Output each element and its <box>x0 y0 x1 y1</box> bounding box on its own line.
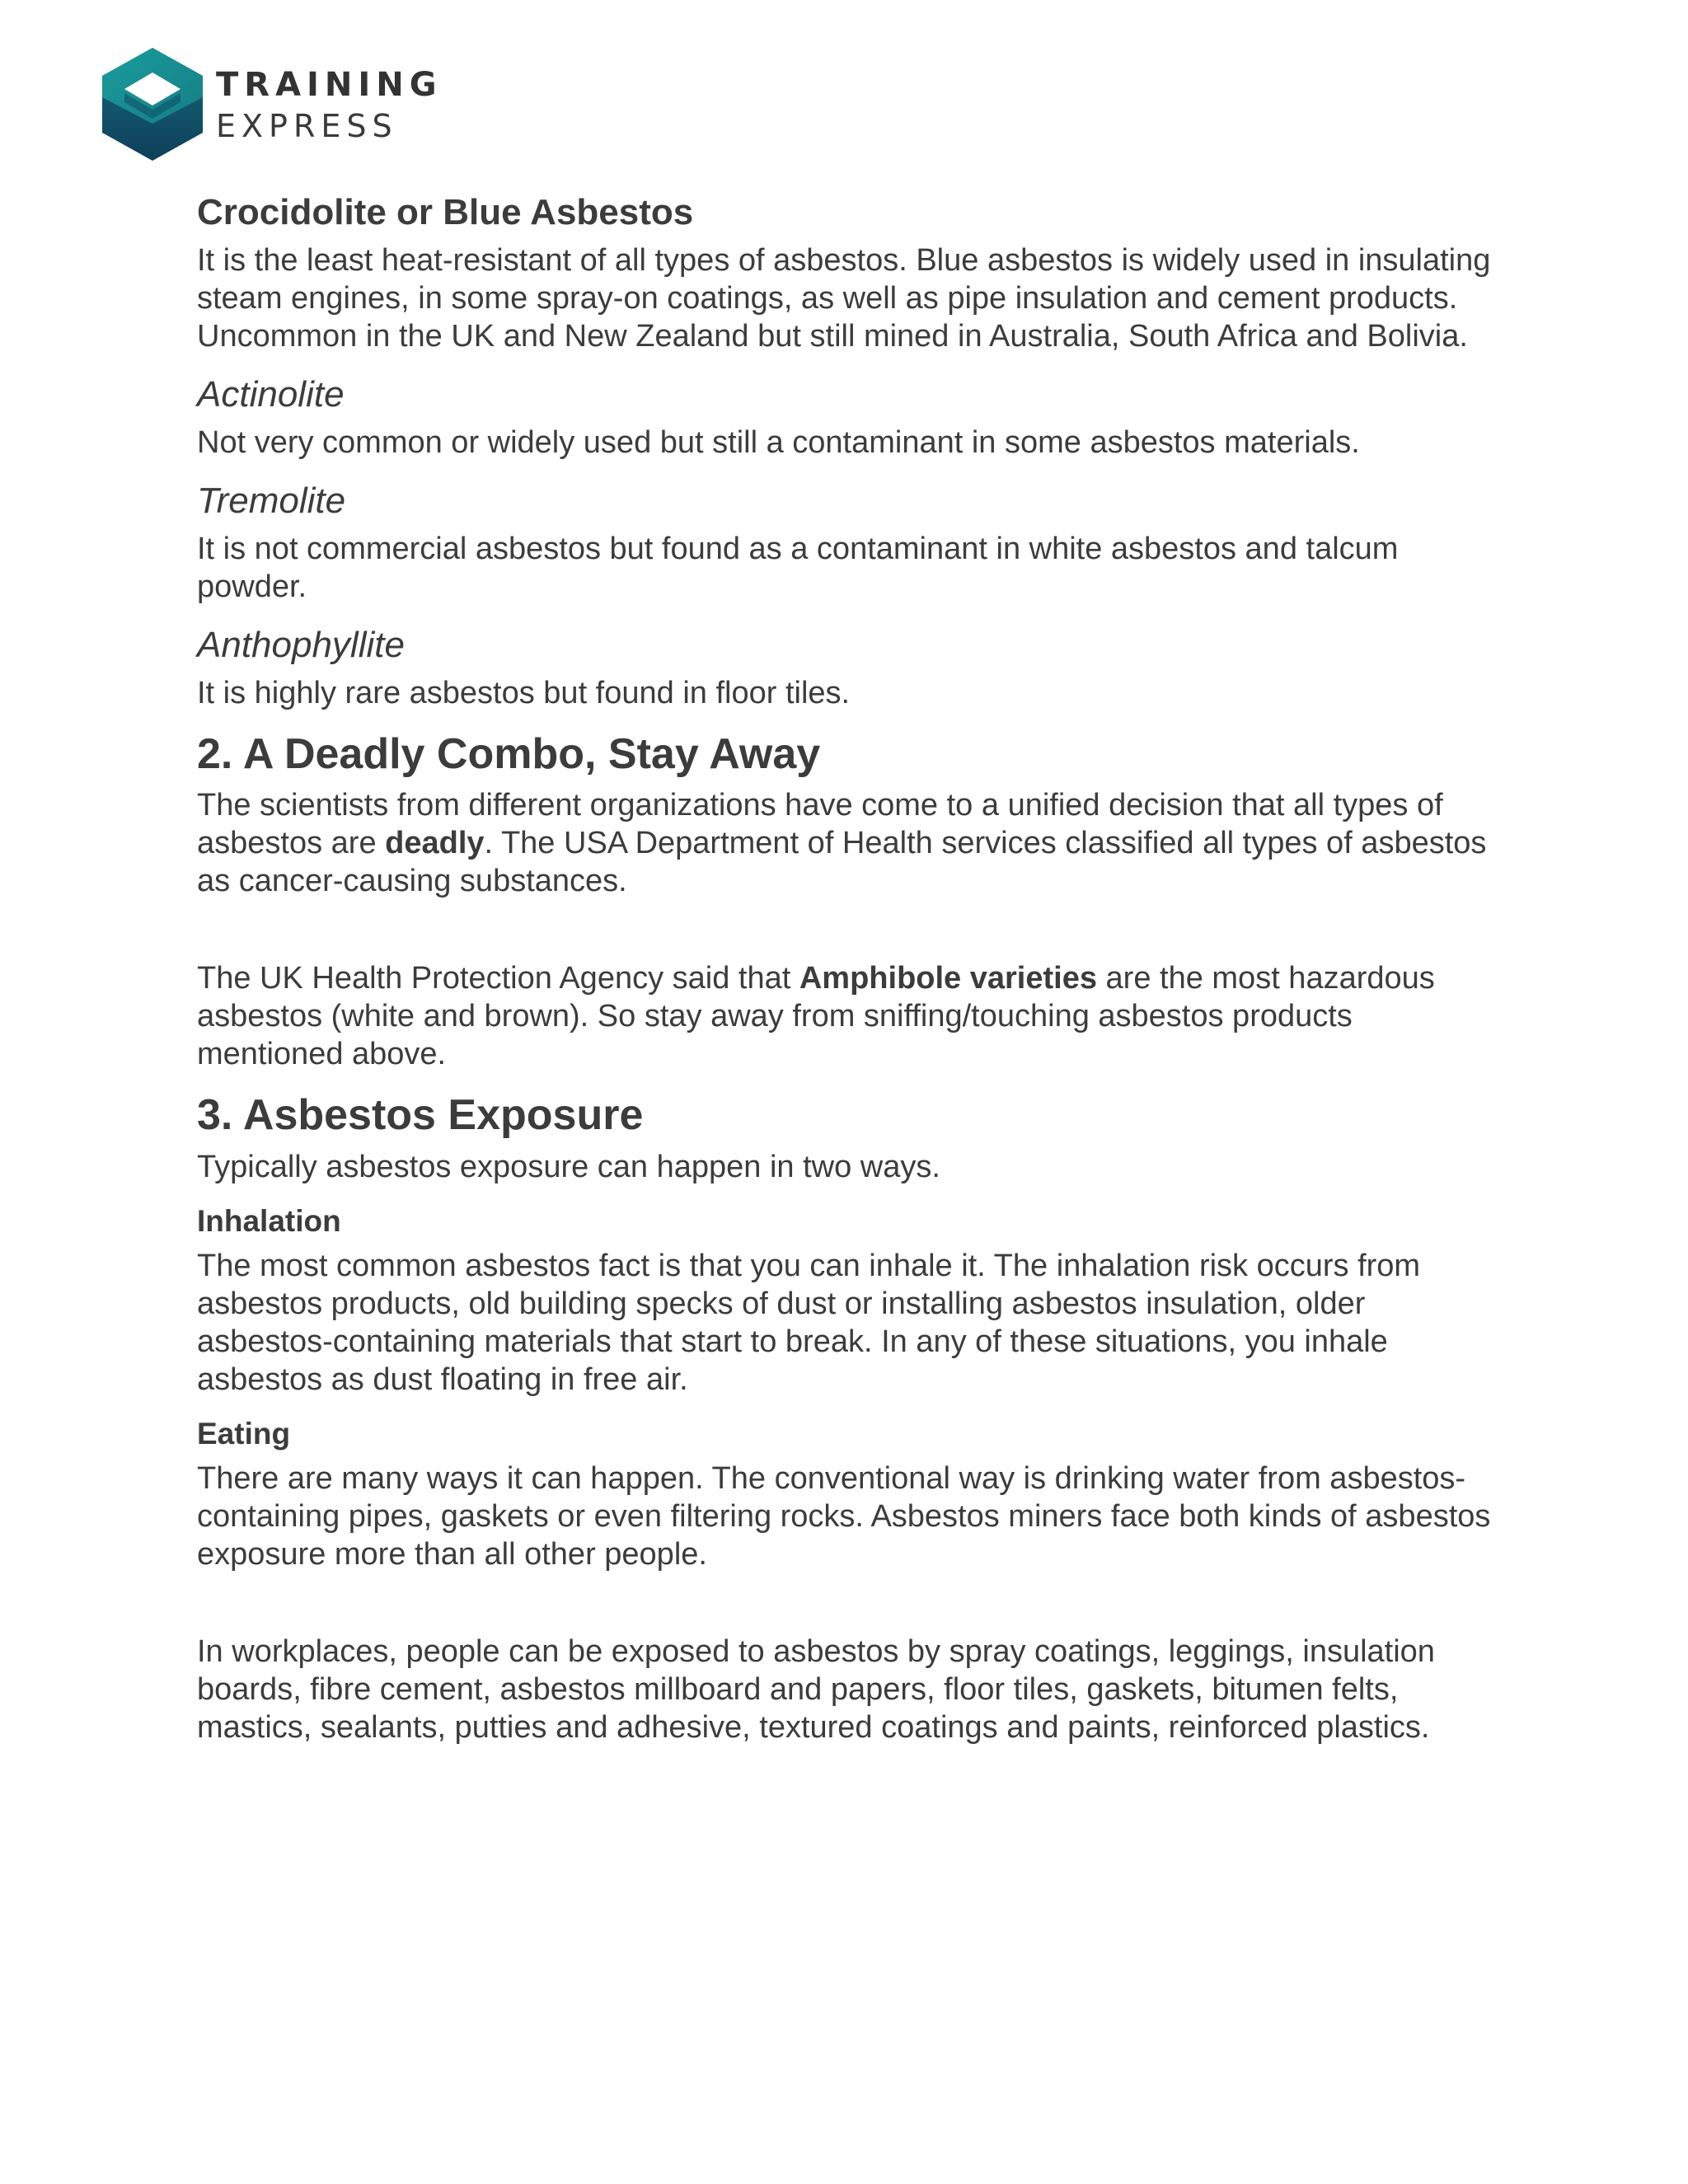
anthophyllite-heading: Anthophyllite <box>197 625 405 665</box>
deadly-emphasis: deadly <box>385 826 485 861</box>
training-express-logo <box>102 48 443 163</box>
logo-text-express: EXPRESS <box>216 108 398 144</box>
deadly-combo-paragraph-1 <box>197 786 1499 900</box>
document-body <box>197 190 1499 1746</box>
logo-hexagon-icon <box>102 48 203 161</box>
inhalation-paragraph: The most common asbestos fact is that you can inhale it. The inhalation risk occurs from asbestos products, old building specks of dust or installing asbestos insulation, older asbestos-containing materials that start to break. In any of these situations, you inhale asbestos as dust floating in free air. <box>197 1249 1421 1398</box>
amphibole-emphasis: Amphibole varieties <box>799 961 1097 996</box>
deadly-combo-paragraph-2 <box>197 959 1499 1073</box>
actinolite-paragraph: Not very common or widely used but still a contaminant in some asbestos materials. <box>197 425 1360 460</box>
tremolite-heading: Tremolite <box>197 480 346 521</box>
deadly-combo-text-b: . The USA Department of Health services classified all types of asbestos as cancer-causing substances. <box>197 826 1487 899</box>
anthophyllite-paragraph: It is highly rare asbestos but found in floor tiles. <box>197 676 851 710</box>
workplaces-paragraph: In workplaces, people can be exposed to asbestos by spray coatings, leggings, insulation boards, fibre cement, asbestos millboard and papers, floor tiles, gaskets, bitumen felts, mastics, sealants, putties and adhesive, textured coatings and paints, reinforced plastics. <box>197 1634 1435 1746</box>
logo-text-training: TRAINING <box>216 66 443 104</box>
exposure-heading: 3. Asbestos Exposure <box>197 1091 644 1140</box>
exposure-intro: Typically asbestos exposure can happen in two ways. <box>197 1149 940 1184</box>
deadly-combo-text-d: are the most hazardous asbestos (white and brown). So stay away from sniffing/touching asbestos products mentioned above. <box>197 961 1435 1072</box>
actinolite-heading: Actinolite <box>197 374 345 415</box>
crocidolite-paragraph: It is the least heat-resistant of all types of asbestos. Blue asbestos is widely used in insulating steam engines, in some spray-on coatings, as well as pipe insulation and cement products. Uncommon in the UK and New Zealand but still mined in Australia, South Africa and Bolivia. <box>197 243 1491 354</box>
tremolite-paragraph: It is not commercial asbestos but found as a contaminant in white asbestos and talcum powder. <box>197 532 1399 604</box>
crocidolite-heading: Crocidolite or Blue Asbestos <box>197 192 694 232</box>
eating-paragraph: There are many ways it can happen. The conventional way is drinking water from asbestos-containing pipes, gaskets or even filtering rocks. Asbestos miners face both kinds of asbestos exposure more than all other people. <box>197 1461 1491 1572</box>
deadly-combo-heading: 2. A Deadly Combo, Stay Away <box>197 730 821 778</box>
eating-heading: Eating <box>197 1417 291 1451</box>
inhalation-heading: Inhalation <box>197 1203 341 1238</box>
deadly-combo-text-c: The UK Health Protection Agency said that <box>197 961 799 996</box>
deadly-combo-text-a: The scientists from different organizations have come to a unified decision that all types of asbestos are <box>197 788 1443 861</box>
